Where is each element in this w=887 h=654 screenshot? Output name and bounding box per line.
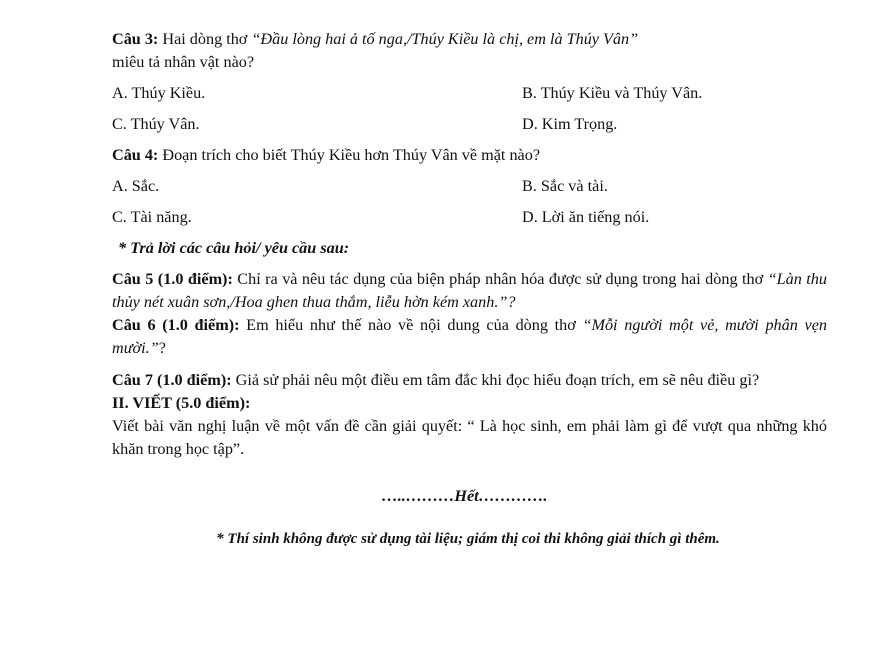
question-7-label: Câu 7 (1.0 điểm): <box>112 371 232 389</box>
question-7 <box>112 369 827 392</box>
question-5 <box>112 268 827 314</box>
question-5-quote: “Làn thu thủy nét xuân sơn,/Hoa ghen thua thắm, liễu hờn kém xanh.”? <box>112 270 827 311</box>
question-3-option-a: A. Thúy Kiều. <box>112 84 206 102</box>
question-6-end: ? <box>158 339 166 357</box>
question-6 <box>112 314 827 360</box>
section-note: * Trả lời các câu hỏi/ yêu cầu sau: <box>118 239 350 257</box>
question-4-options-row-2 <box>112 206 827 229</box>
exam-page <box>112 28 827 551</box>
end-mark: …..………Hết…………. <box>381 487 548 505</box>
question-7-text: Giả sử phải nêu một điều em tâm đắc khi đọc hiểu đoạn trích, em sẽ nêu điều gì? <box>231 371 760 389</box>
question-6-label: Câu 6 (1.0 điểm): <box>112 316 240 334</box>
question-3-label: Câu 3: <box>112 30 159 48</box>
question-3-text: Hai dòng thơ <box>158 30 252 48</box>
footer-note: * Thí sinh không được sử dụng tài liệu; giám thị coi thi không giải thích gì thêm. <box>216 531 720 547</box>
question-4-option-c: C. Tài năng. <box>112 208 192 226</box>
question-3-options-row-1 <box>112 82 827 105</box>
question-4-text: Đoạn trích cho biết Thúy Kiều hơn Thúy Vân về mặt nào? <box>158 146 541 164</box>
question-4-option-d: D. Lời ăn tiếng nói. <box>522 208 650 226</box>
part-2-heading: II. VIẾT (5.0 điểm): <box>112 394 251 412</box>
question-3-options-row-2 <box>112 113 827 136</box>
question-3-option-b: B. Thúy Kiều và Thúy Vân. <box>522 84 703 102</box>
question-4 <box>112 144 827 167</box>
part-2-prompt: Viết bài văn nghị luận về một vấn đề cần giải quyết: “ Là học sinh, em phải làm gì để vượt qua những khó khăn trong học tập”. <box>112 417 827 458</box>
question-3-quote: “Đầu lòng hai ả tố nga,/Thúy Kiều là chị, em là Thúy Vân” <box>251 30 639 48</box>
question-5-text: Chỉ ra và nêu tác dụng của biện pháp nhân hóa được sử dụng trong hai dòng thơ <box>232 270 768 288</box>
question-3-option-c: C. Thúy Vân. <box>112 115 200 133</box>
question-6-text: Em hiểu như thế nào về nội dung của dòng thơ <box>239 316 583 334</box>
question-4-option-b: B. Sắc và tài. <box>522 177 608 195</box>
question-3 <box>112 28 827 74</box>
question-5-label: Câu 5 (1.0 điểm): <box>112 270 233 288</box>
question-3-option-d: D. Kim Trọng. <box>522 115 618 133</box>
question-4-options-row-1 <box>112 175 827 198</box>
question-4-label: Câu 4: <box>112 146 159 164</box>
question-4-option-a: A. Sắc. <box>112 177 160 195</box>
question-3-text-end: miêu tả nhân vật nào? <box>112 53 255 71</box>
question-6-quote: “Mỗi người một vẻ, mười phân vẹn mười.” <box>112 316 827 357</box>
